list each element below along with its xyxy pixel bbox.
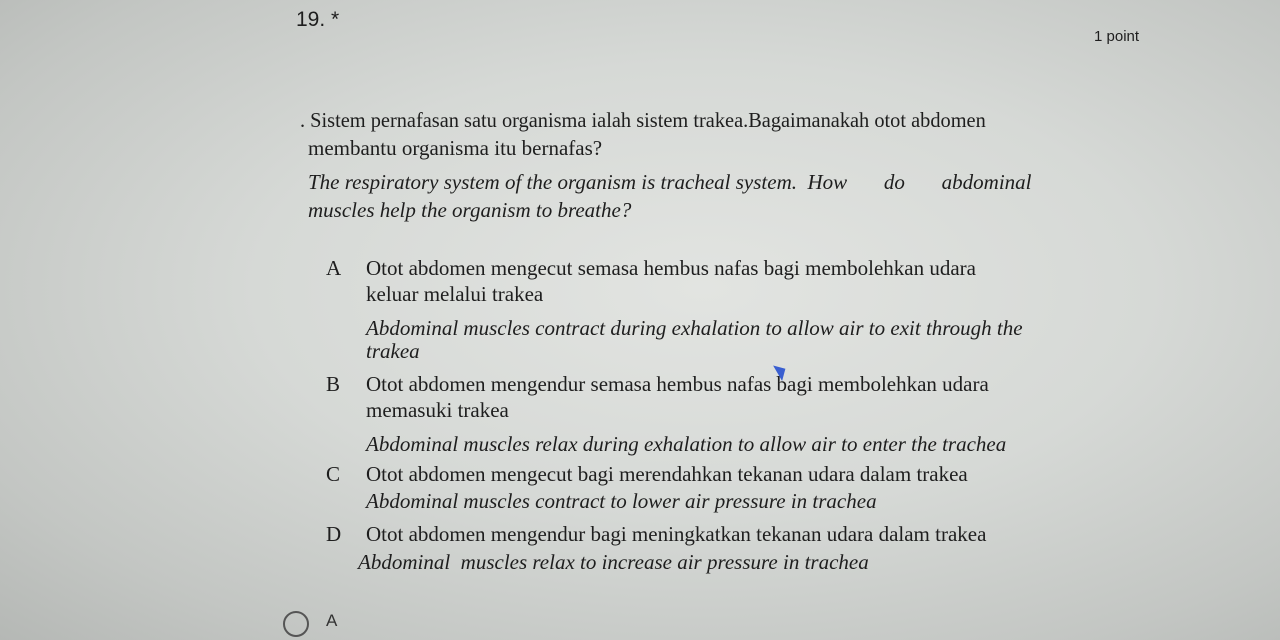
radio-option-a[interactable] <box>283 611 309 637</box>
choice-a-ms-1: Otot abdomen mengecut semasa hembus nafas bagi membolehkan udara <box>366 256 976 280</box>
choice-b-ms-1: Otot abdomen mengendur semasa hembus nafas bagi membolehkan udara <box>366 372 989 396</box>
question-text-en-2: muscles help the organism to breathe? <box>308 198 632 222</box>
required-mark: * <box>331 8 340 31</box>
choice-a-en-1: Abdominal muscles contract during exhalation to allow air to exit through the <box>366 316 1023 340</box>
choice-a-letter: A <box>326 256 342 280</box>
choice-d-letter: D <box>326 522 342 546</box>
choice-a-ms-2: keluar melalui trakea <box>366 282 544 306</box>
question-text-en-1: The respiratory system of the organism is tracheal system. How do abdominal <box>308 170 1032 194</box>
choice-d-ms-1: Otot abdomen mengendur bagi meningkatkan tekanan udara dalam trakea <box>366 522 987 546</box>
question-text-ms-1: . Sistem pernafasan satu organisma ialah sistem trakea.Bagaimanakah otot abdomen <box>300 108 986 132</box>
choice-b-en-1: Abdominal muscles relax during exhalation to allow air to enter the trachea <box>366 432 1007 456</box>
radio-option-a-label[interactable]: A <box>326 611 338 630</box>
choice-d-en-1: Abdominal muscles relax to increase air pressure in trachea <box>358 550 869 574</box>
points-label: 1 point <box>1094 28 1140 45</box>
choice-c-ms-1: Otot abdomen mengecut bagi merendahkan tekanan udara dalam trakea <box>366 462 968 486</box>
choice-c-en-1: Abdominal muscles contract to lower air pressure in trachea <box>366 489 877 513</box>
choice-a-en-2: trakea <box>366 339 420 363</box>
question-number: 19. * <box>296 8 340 31</box>
choice-b-ms-2: memasuki trakea <box>366 398 509 422</box>
choice-c-letter: C <box>326 462 341 486</box>
question-text-ms-2: membantu organisma itu bernafas? <box>308 136 603 160</box>
choice-b-letter: B <box>326 372 341 396</box>
